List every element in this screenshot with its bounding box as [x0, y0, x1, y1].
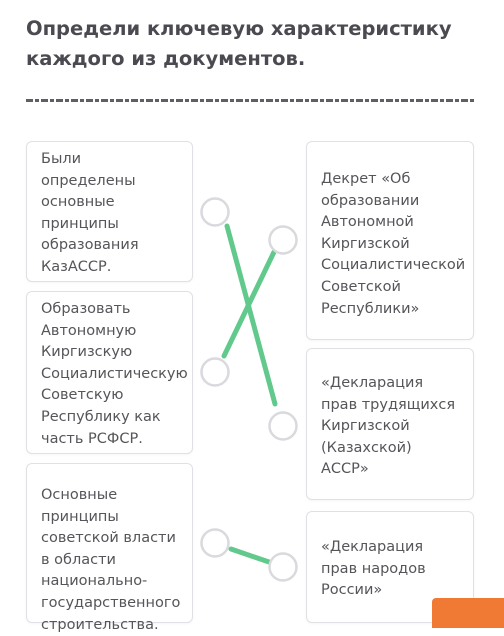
right-node-2[interactable] [270, 413, 297, 440]
next-button[interactable] [432, 598, 504, 628]
right-card-3-text: «Декларация прав народов России» [321, 539, 426, 599]
connector-left-3-right-3[interactable] [231, 549, 269, 562]
right-card-1-text: Декрет «Об образовании Автономной Киргизской Социалистической Советской Республики» [321, 171, 466, 317]
left-card-3-text: Основные принципы советской власти в области национально-государственного строительства. [41, 487, 181, 633]
page-title: Определи ключевую характеристику каждого из документов. [26, 17, 452, 70]
right-node-3[interactable] [270, 554, 297, 581]
left-node-3[interactable] [202, 530, 229, 557]
left-card-2-text: Образовать Автономную Киргизскую Социалистическую Советскую Республику как часть РСФСР. [41, 301, 188, 447]
connector-left-1-right-2[interactable] [227, 226, 275, 404]
right-node-1[interactable] [270, 227, 297, 254]
connector-left-2-right-1[interactable] [224, 252, 274, 356]
left-node-1[interactable] [202, 199, 229, 226]
left-node-2[interactable] [202, 359, 229, 386]
left-card-1-text: Были определены основные принципы образования КазАССР. [41, 151, 139, 275]
right-card-2-text: «Декларация прав трудящихся Киргизской (Казахской) АССР» [321, 375, 456, 478]
